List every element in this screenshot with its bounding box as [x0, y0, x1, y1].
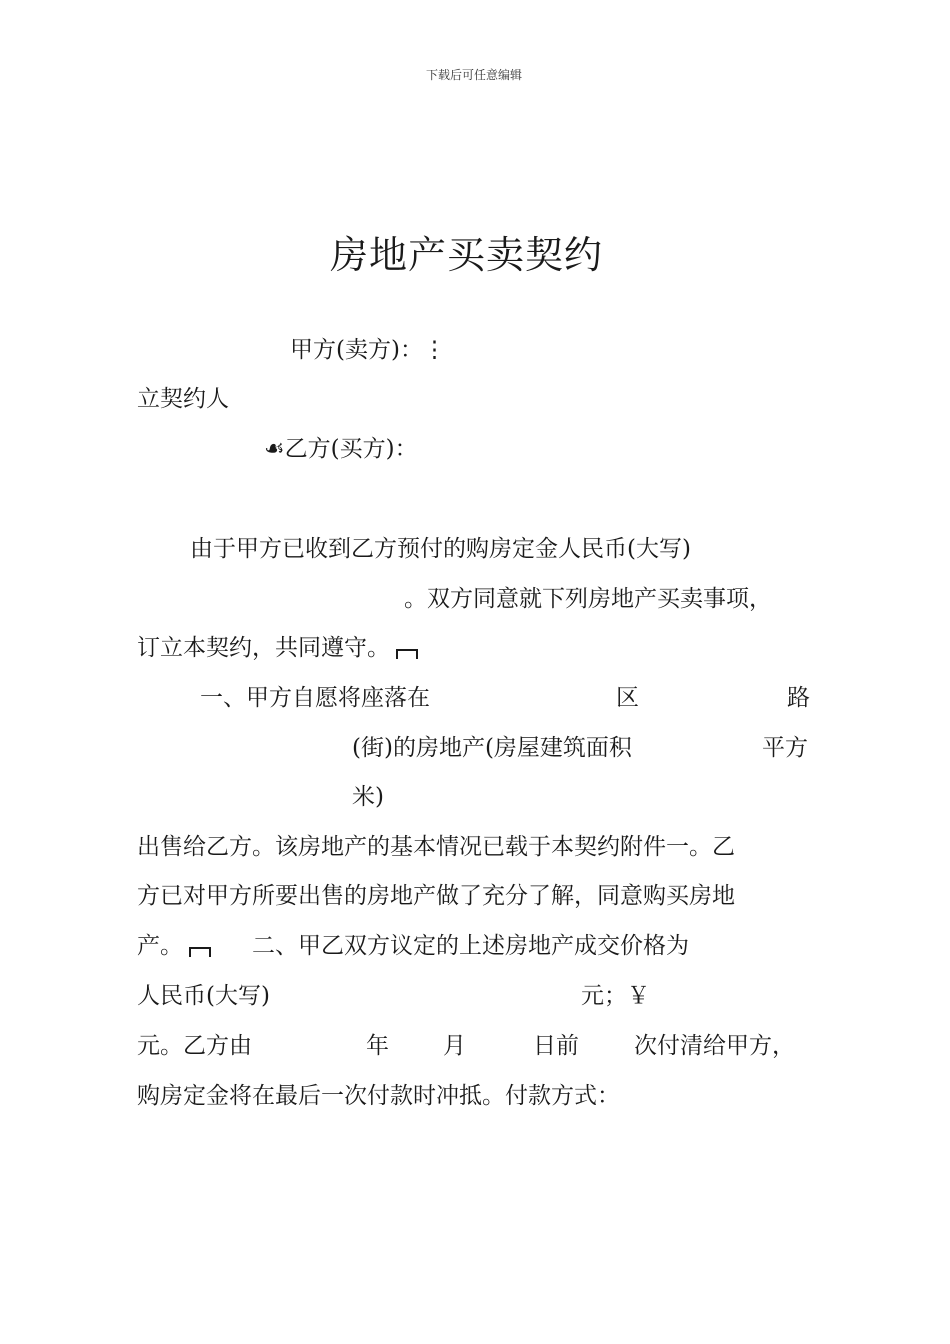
price-yuan-label: 元；￥	[581, 983, 650, 1009]
sale-line-1: 出售给乙方。该房地产的基本情况已载于本契约附件一。乙	[137, 834, 735, 860]
payment-year: 年	[366, 1033, 389, 1059]
clause-1-unit-a: 平方	[762, 735, 808, 761]
payment-method-line: 购房定金将在最后一次付款时冲抵。付款方式：	[137, 1083, 620, 1109]
bracket-mark-icon	[189, 947, 211, 957]
clause-1-district: 区	[616, 685, 639, 711]
clause-2-text: 二、甲乙双方议定的上述房地产成交价格为	[252, 933, 689, 959]
signatory-label: 立契约人	[137, 386, 229, 412]
document-title: 房地产买卖契约	[330, 233, 604, 277]
sale-line-2: 方已对甲方所要出售的房地产做了充分了解，同意购买房地	[137, 883, 735, 909]
payment-text-a: 元。乙方由	[137, 1033, 252, 1059]
payment-month: 月	[443, 1033, 466, 1059]
sale-line-3	[137, 931, 211, 961]
clause-1-text-a: 一、甲方自愿将座落在	[200, 685, 430, 711]
price-rmb-label: 人民币(大写)	[137, 983, 270, 1009]
paragraph-1-line-3	[137, 633, 418, 663]
paragraph-1-line-1: 由于甲方已收到乙方预付的购房定金人民币(大写)	[190, 536, 691, 562]
sale-line-3-text: 产。	[137, 933, 183, 959]
clause-1-road: 路	[787, 685, 810, 711]
payment-day: 日前	[533, 1033, 579, 1059]
party-a-label: 甲方(卖方)：⋮	[290, 337, 446, 363]
party-b-label: 乙方(买方)：	[284, 436, 418, 462]
header-note: 下载后可任意编辑	[426, 68, 523, 82]
ornament-icon: ☙	[264, 436, 285, 462]
clause-1-text-b: (街)的房地产(房屋建筑面积	[352, 735, 632, 761]
bracket-mark-icon	[396, 649, 418, 659]
paragraph-1-line-2: 。双方同意就下列房地产买卖事项，	[404, 586, 772, 612]
payment-text-b: 次付清给甲方，	[634, 1033, 795, 1059]
party-b-line	[264, 434, 418, 464]
paragraph-1-line-3-text: 订立本契约，共同遵守。	[137, 635, 390, 661]
clause-1-unit-b: 米)	[352, 784, 384, 810]
